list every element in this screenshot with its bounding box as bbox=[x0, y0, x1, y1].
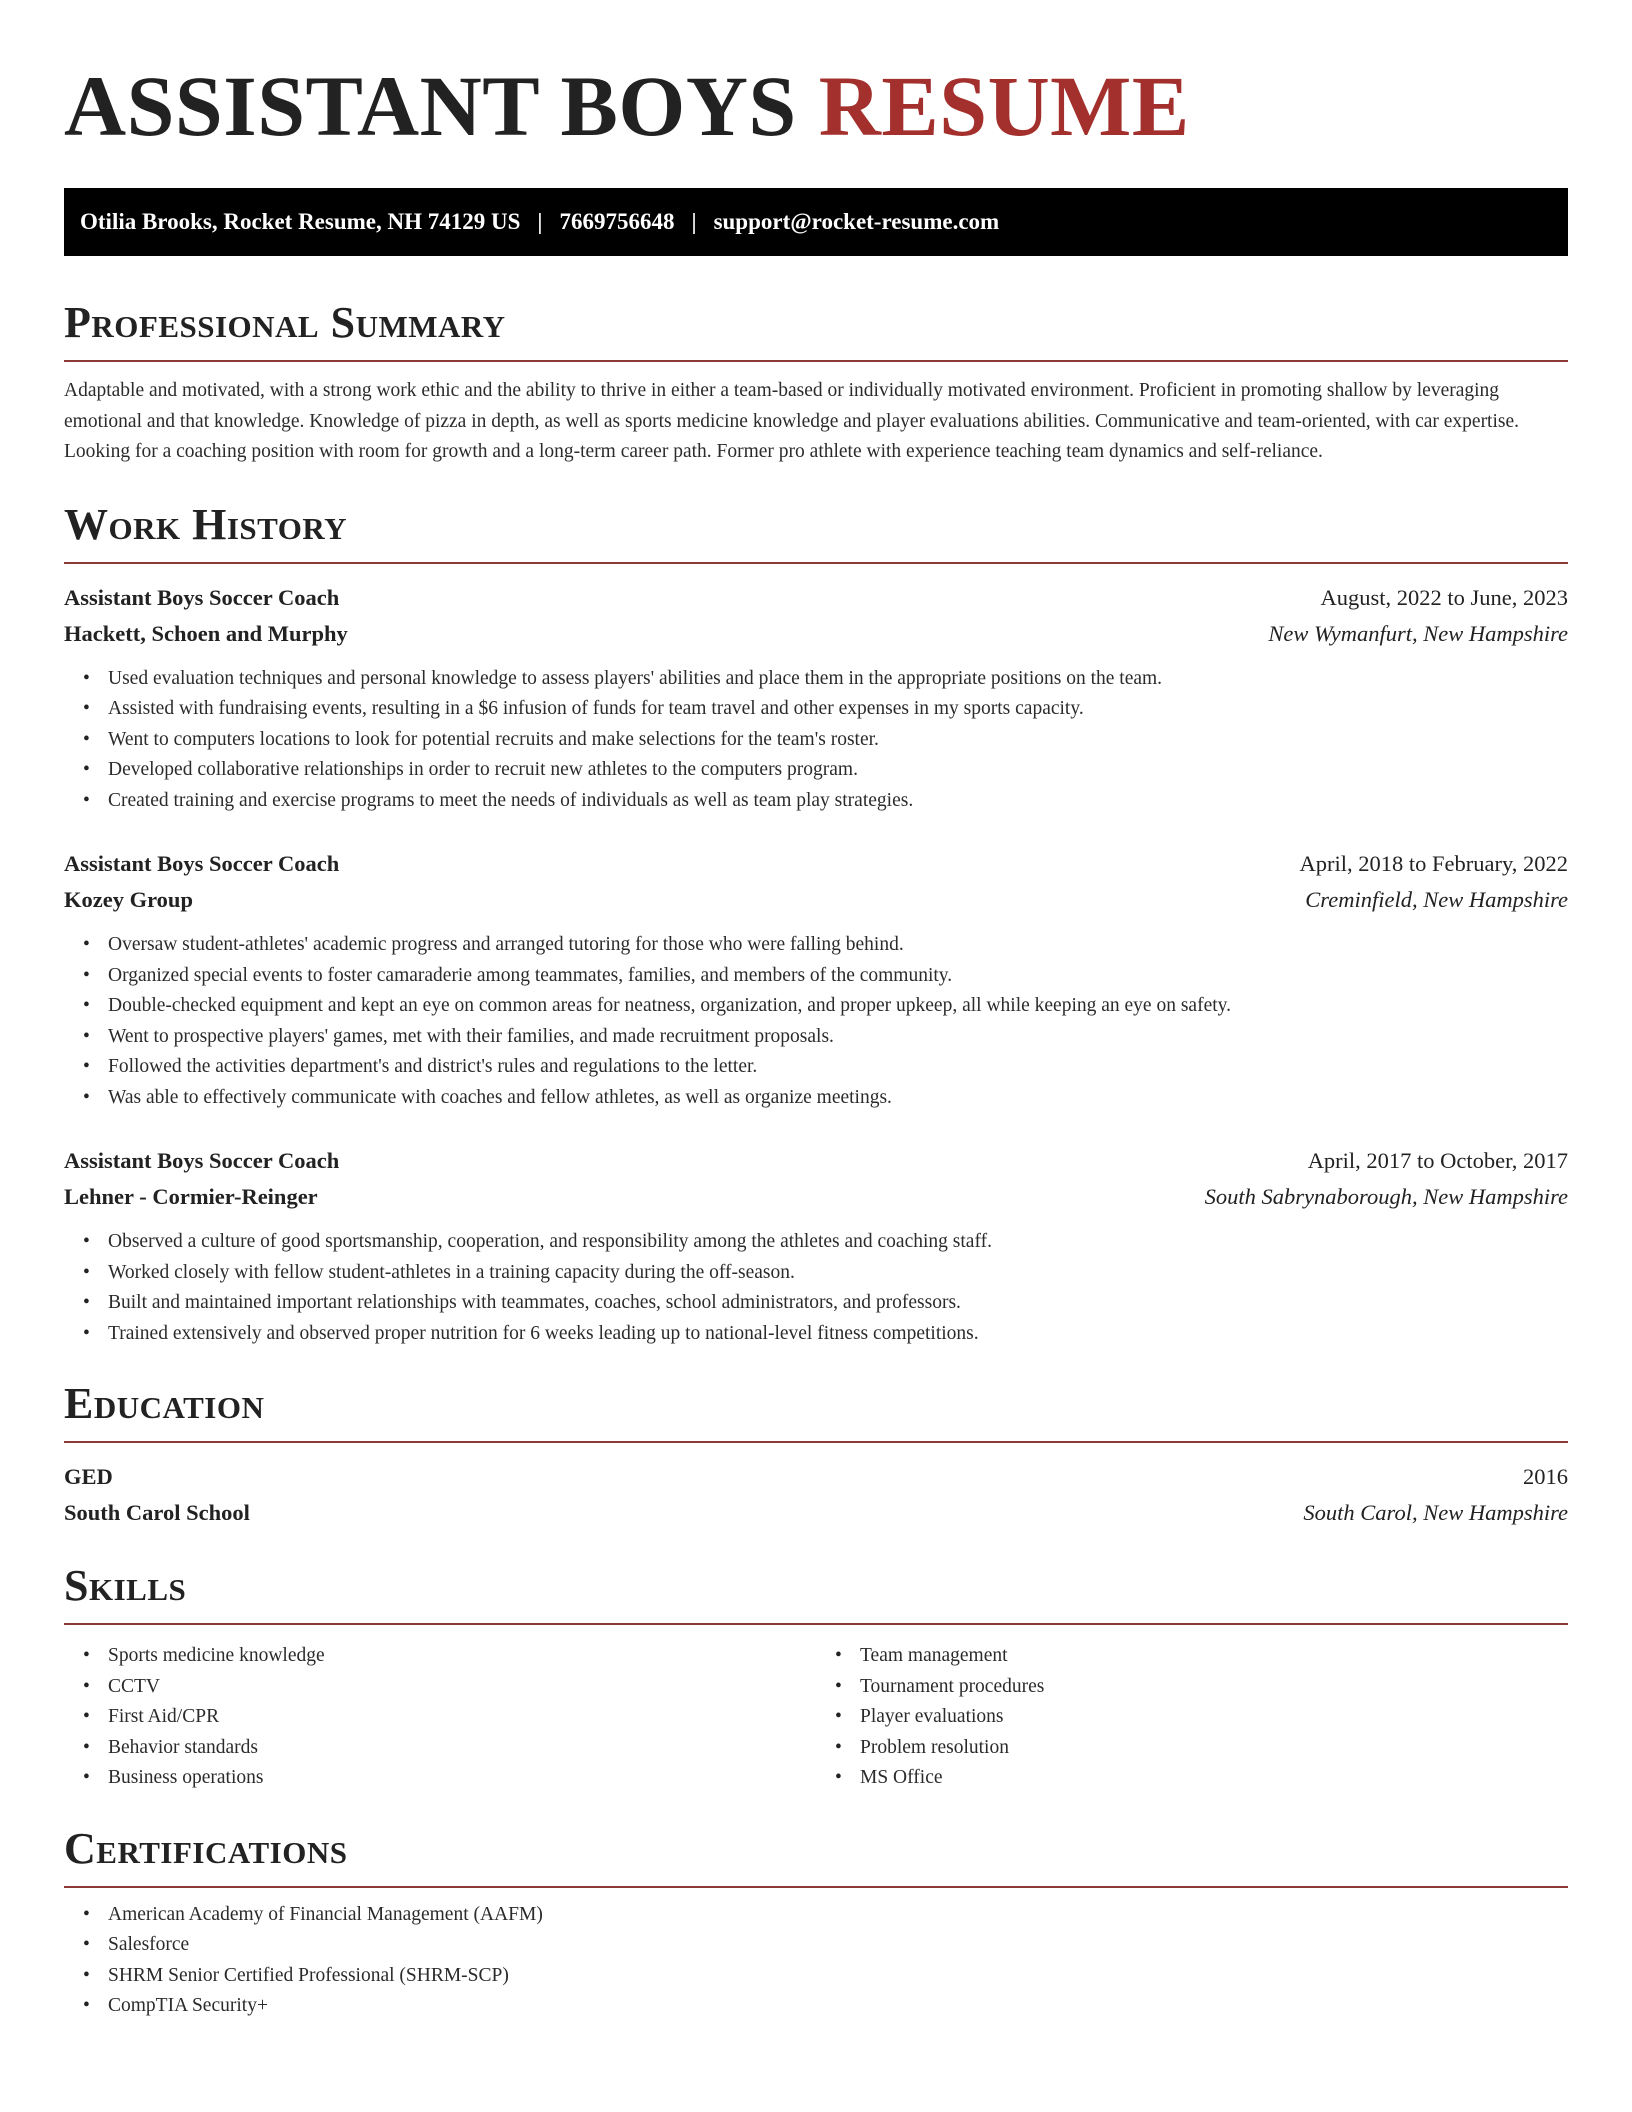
job-bullets bbox=[64, 1227, 1568, 1349]
job-bullet: • Went to computers locations to look for potential recruits and make selections for the team's roster. bbox=[108, 725, 1568, 756]
education-entry bbox=[64, 1459, 1568, 1531]
job-dates: April, 2018 to February, 2022 bbox=[1299, 851, 1568, 876]
job-bullet: • Created training and exercise programs to meet the needs of individuals as well as team play strategies. bbox=[108, 786, 1568, 817]
job-bullet: • Assisted with fundraising events, resulting in a $6 infusion of funds for team travel and other expenses in my sports capacity. bbox=[108, 694, 1568, 725]
job-company-row bbox=[64, 1179, 1568, 1215]
job-title: Assistant Boys Soccer Coach bbox=[64, 584, 340, 610]
job-bullet: • Developed collaborative relationships in order to recruit new athletes to the computers program. bbox=[108, 755, 1568, 786]
job-bullet: • Organized special events to foster camaraderie among teammates, families, and members of the community. bbox=[108, 961, 1568, 992]
job-bullet: • Built and maintained important relationships with teammates, coaches, school administrators, and professors. bbox=[108, 1288, 1568, 1319]
job-entry bbox=[64, 846, 1568, 1113]
job-title: Assistant Boys Soccer Coach bbox=[64, 851, 340, 876]
title-main: ASSISTANT BOYS bbox=[64, 58, 797, 154]
job-location: Creminfield, New Hampshire bbox=[1305, 887, 1568, 912]
job-title-row bbox=[64, 1143, 1568, 1179]
certification-item: • Salesforce bbox=[108, 1930, 1568, 1961]
job-location: New Wymanfurt, New Hampshire bbox=[1268, 620, 1568, 646]
job-company-row bbox=[64, 616, 1568, 652]
contact-separator: | bbox=[691, 209, 697, 234]
job-bullet: • Worked closely with fellow student-athletes in a training capacity during the off-season. bbox=[108, 1258, 1568, 1289]
job-entry bbox=[64, 1143, 1568, 1349]
job-title-row bbox=[64, 580, 1568, 616]
certifications-list bbox=[64, 1900, 1568, 2022]
skill-item: • Behavior standards bbox=[108, 1733, 816, 1764]
work-history-heading: Work History bbox=[64, 498, 1568, 564]
job-bullet: • Oversaw student-athletes' academic progress and arranged tutoring for those who were falling behind. bbox=[108, 930, 1568, 961]
job-bullet: • Double-checked equipment and kept an eye on common areas for neatness, organization, and proper upkeep, all while keeping an eye on safety. bbox=[108, 991, 1568, 1022]
skills-column-left bbox=[64, 1641, 816, 1794]
education-heading: Education bbox=[64, 1377, 1568, 1443]
contact-separator: | bbox=[537, 209, 543, 234]
job-bullet: • Used evaluation techniques and personal knowledge to assess players' abilities and place them in the appropriate positions on the team. bbox=[108, 664, 1568, 695]
job-bullet: • Was able to effectively communicate with coaches and fellow athletes, as well as organize meetings. bbox=[108, 1083, 1568, 1114]
skill-item: • Problem resolution bbox=[860, 1733, 1568, 1764]
contact-bar bbox=[64, 188, 1568, 256]
skill-item: • Sports medicine knowledge bbox=[108, 1641, 816, 1672]
skill-item: • Player evaluations bbox=[860, 1702, 1568, 1733]
skill-item: • MS Office bbox=[860, 1763, 1568, 1794]
summary-heading: Professional Summary bbox=[64, 296, 1568, 362]
certification-item: • SHRM Senior Certified Professional (SHRM-SCP) bbox=[108, 1961, 1568, 1992]
job-bullet: • Observed a culture of good sportsmanship, cooperation, and responsibility among the athletes and coaching staff. bbox=[108, 1227, 1568, 1258]
certification-item: • American Academy of Financial Management (AAFM) bbox=[108, 1900, 1568, 1931]
skills-heading: Skills bbox=[64, 1559, 1568, 1625]
skill-item: • Tournament procedures bbox=[860, 1672, 1568, 1703]
job-title: Assistant Boys Soccer Coach bbox=[64, 1148, 340, 1173]
job-company: Kozey Group bbox=[64, 887, 193, 912]
skills-column-right bbox=[816, 1641, 1568, 1794]
education-school-row bbox=[64, 1495, 1568, 1531]
certification-item: • CompTIA Security+ bbox=[108, 1991, 1568, 2022]
job-location: South Sabrynaborough, New Hampshire bbox=[1204, 1184, 1568, 1209]
skill-item: • Team management bbox=[860, 1641, 1568, 1672]
certifications-heading: Certifications bbox=[64, 1822, 1568, 1888]
job-bullets bbox=[64, 930, 1568, 1113]
education-degree: GED bbox=[64, 1464, 113, 1489]
job-bullet: • Trained extensively and observed proper nutrition for 6 weeks leading up to national-level fitness competitions. bbox=[108, 1319, 1568, 1350]
title-accent: RESUME bbox=[818, 58, 1190, 154]
job-dates: August, 2022 to June, 2023 bbox=[1320, 584, 1568, 610]
job-company: Lehner - Cormier-Reinger bbox=[64, 1184, 318, 1209]
contact-phone: 7669756648 bbox=[559, 209, 675, 234]
skill-item: • Business operations bbox=[108, 1763, 816, 1794]
job-bullet: • Went to prospective players' games, met with their families, and made recruitment proposals. bbox=[108, 1022, 1568, 1053]
job-company-row bbox=[64, 882, 1568, 918]
job-title-row bbox=[64, 846, 1568, 882]
contact-name-address: Otilia Brooks, Rocket Resume, NH 74129 US bbox=[80, 209, 521, 234]
contact-email: support@rocket-resume.com bbox=[713, 209, 1000, 234]
education-year: 2016 bbox=[1523, 1464, 1568, 1489]
skills-grid bbox=[64, 1641, 1568, 1794]
education-degree-row bbox=[64, 1459, 1568, 1495]
job-company: Hackett, Schoen and Murphy bbox=[64, 620, 348, 646]
summary-text: Adaptable and motivated, with a strong work ethic and the ability to thrive in either a team-based or individually motivated environment. Proficient in promoting shallow by leveraging emotional and that knowledge. Knowledge of pizza in depth, as well as sports medicine knowledge and player evaluations abilities. Communicative and team-oriented, with car expertise. Looking for a coaching position with room for growth and a long-term career path. Former pro athlete with experience teaching team dynamics and self-reliance. bbox=[64, 380, 1520, 462]
job-entry bbox=[64, 580, 1568, 817]
resume-title bbox=[64, 56, 1568, 156]
job-bullet: • Followed the activities department's and district's rules and regulations to the letter. bbox=[108, 1052, 1568, 1083]
skill-item: • First Aid/CPR bbox=[108, 1702, 816, 1733]
education-location: South Carol, New Hampshire bbox=[1303, 1500, 1568, 1525]
job-bullets bbox=[64, 664, 1568, 817]
job-dates: April, 2017 to October, 2017 bbox=[1307, 1148, 1568, 1173]
education-school: South Carol School bbox=[64, 1500, 250, 1525]
skill-item: • CCTV bbox=[108, 1672, 816, 1703]
